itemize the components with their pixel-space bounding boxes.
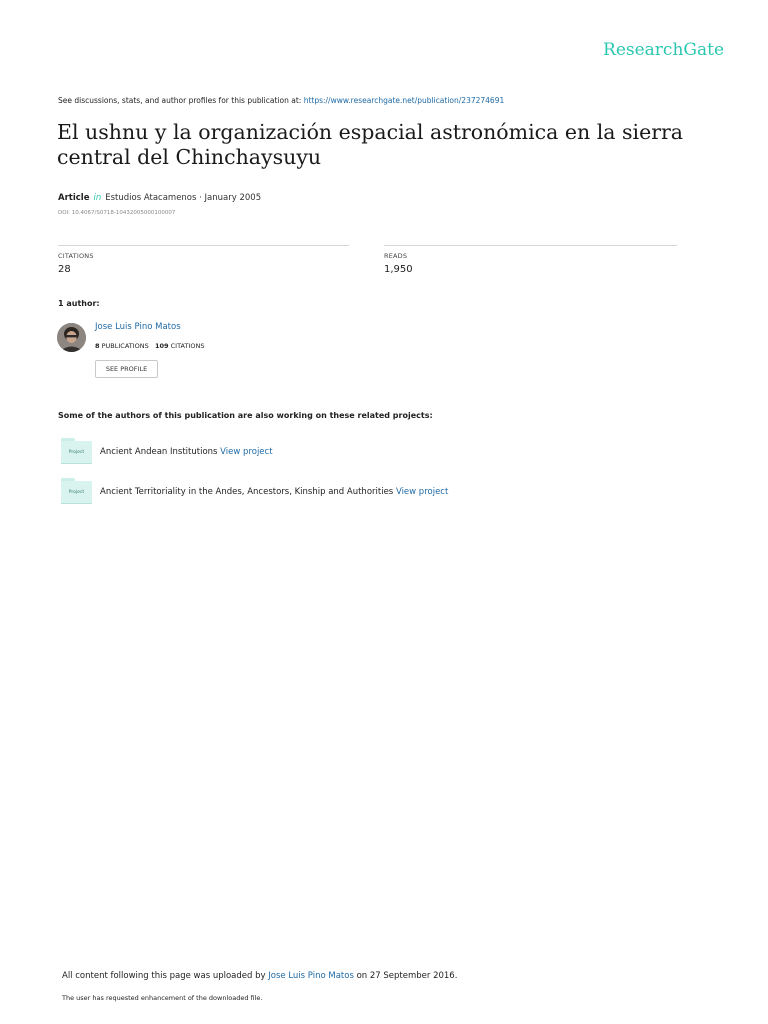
related-projects-heading: Some of the authors of this publication are also working on these related projects: bbox=[58, 411, 433, 420]
authors-heading: 1 author: bbox=[58, 299, 100, 308]
author-citations-label: CITATIONS bbox=[170, 342, 205, 350]
journal-date: Estudios Atacamenos · January 2005 bbox=[105, 193, 262, 203]
citations-divider bbox=[58, 245, 349, 246]
uploader-link[interactable]: Jose Luis Pino Matos bbox=[268, 971, 354, 981]
project-name: Ancient Territoriality in the Andes, Ancestors, Kinship and Authorities bbox=[100, 487, 394, 497]
publication-title: El ushnu y la organización espacial astronómica en la sierra central del Chinchaysuyu bbox=[57, 120, 684, 169]
doi-text: DOI: 10.4067/S0718-10432005000100007 bbox=[58, 210, 176, 216]
author-avatar[interactable] bbox=[57, 323, 86, 352]
upload-prefix: All content following this page was uploaded by bbox=[62, 971, 269, 981]
enhancement-note: The user has requested enhancement of the downloaded file. bbox=[62, 994, 263, 1002]
author-photo-icon bbox=[57, 323, 86, 352]
project-item bbox=[100, 447, 273, 457]
author-name-link[interactable]: Jose Luis Pino Matos bbox=[95, 322, 181, 332]
see-profile-button[interactable]: SEE PROFILE bbox=[95, 360, 158, 378]
reads-label: READS bbox=[384, 252, 408, 260]
discussion-text: See discussions, stats, and author profiles for this publication at: bbox=[58, 96, 304, 105]
folder-icon bbox=[61, 438, 92, 463]
citations-label: CITATIONS bbox=[58, 252, 94, 260]
folder-label: Project bbox=[61, 441, 92, 464]
researchgate-logo[interactable]: ResearchGate bbox=[603, 40, 724, 60]
publication-url-link[interactable]: https://www.researchgate.net/publication/237274691 bbox=[303, 96, 505, 105]
author-citations-count: 109 bbox=[154, 342, 169, 350]
author-publications-count: 8 bbox=[95, 342, 100, 350]
project-name: Ancient Andean Institutions bbox=[100, 447, 218, 457]
reads-value: 1,950 bbox=[384, 264, 413, 275]
publication-meta bbox=[58, 193, 261, 203]
author-publications-label: PUBLICATIONS bbox=[101, 342, 149, 350]
folder-label: Project bbox=[61, 481, 92, 504]
view-project-link[interactable]: View project bbox=[220, 447, 273, 457]
upload-notice bbox=[62, 971, 457, 981]
upload-suffix: on 27 September 2016. bbox=[353, 971, 458, 981]
in-label: in bbox=[93, 193, 102, 203]
project-item bbox=[100, 487, 448, 497]
citations-value: 28 bbox=[58, 264, 71, 275]
view-project-link[interactable]: View project bbox=[395, 487, 449, 497]
reads-divider bbox=[384, 245, 677, 246]
publication-type: Article bbox=[58, 193, 90, 203]
discussion-line bbox=[58, 96, 504, 105]
folder-icon bbox=[61, 478, 92, 503]
author-stats bbox=[95, 342, 204, 350]
